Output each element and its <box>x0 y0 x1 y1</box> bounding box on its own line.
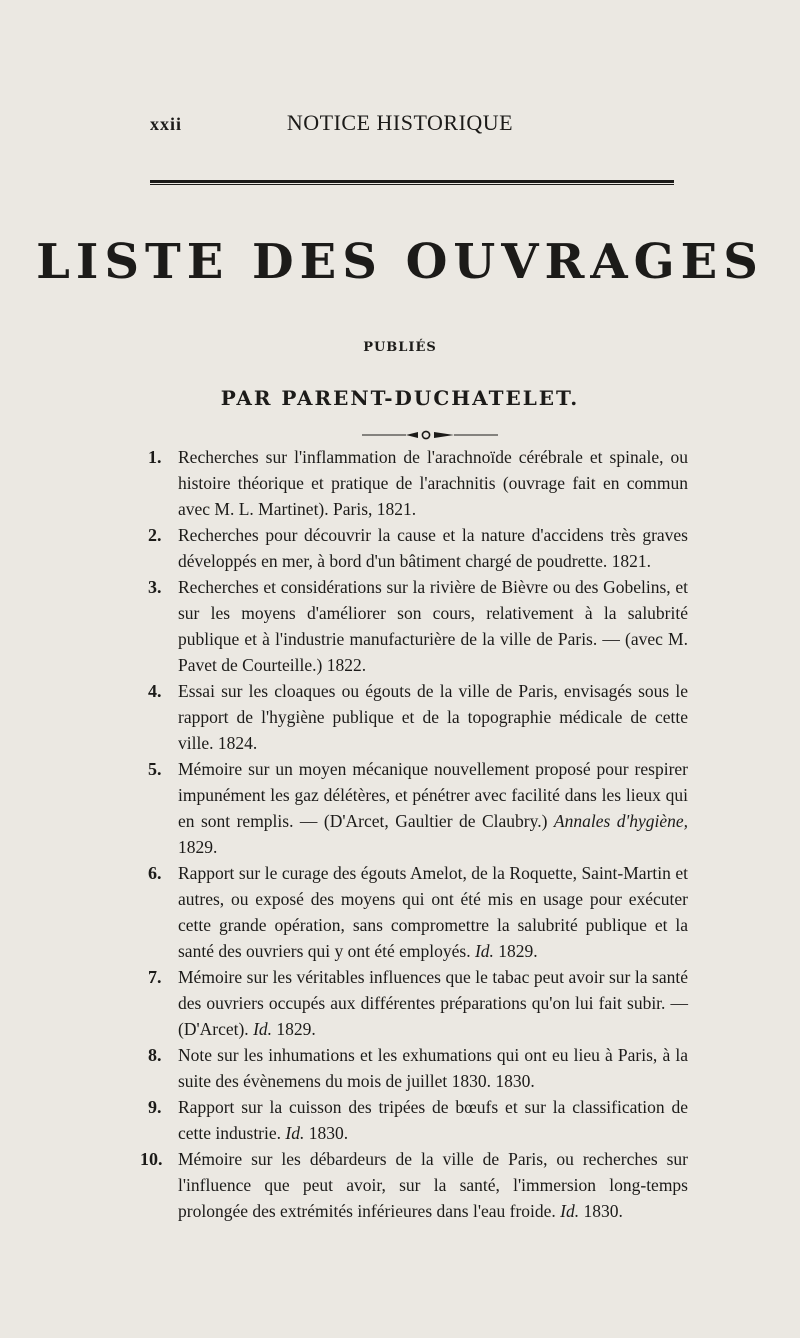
page-subtitle: PUBLIÉS <box>363 340 437 355</box>
author-line: PAR PARENT-DUCHATELET. <box>220 386 580 410</box>
item-year: 1829. <box>498 941 538 961</box>
item-number: 4. <box>148 681 162 701</box>
item-number: 3. <box>148 577 162 597</box>
item-text: Mémoire sur un moyen mécanique nouvellement proposé pour respirer impunément les gaz délétères, et pénétrer avec facilité dans les lieux qui en sont remplis. — (D'Arcet, Gaultier de Claubry.) <box>178 759 688 831</box>
list-item <box>148 522 688 574</box>
ornament-divider-icon <box>360 428 500 442</box>
item-source: Annales d'hygiène, <box>553 811 689 831</box>
list-item <box>148 678 688 756</box>
item-number: 7. <box>148 967 162 987</box>
running-head <box>0 108 800 138</box>
item-text: Recherches sur l'inflammation de l'arachnoïde cérébrale et spinale, ou histoire théorique et pratique de l'arachnitis (ouvrage fait en commun avec M. L. Martinet). Paris, 1821. <box>178 447 688 519</box>
page-number: xxii <box>150 114 183 134</box>
item-year: 1830. <box>308 1123 349 1143</box>
item-number: 1. <box>148 447 162 467</box>
list-item <box>148 1042 688 1094</box>
running-head-title: NOTICE HISTORIQUE <box>286 110 514 135</box>
item-text: Note sur les inhumations et les exhumations qui ont eu lieu à Paris, à la suite des évènemens du mois de juillet 1830. 1830. <box>178 1045 688 1091</box>
page-title: LISTE DES OUVRAGES <box>36 234 764 290</box>
item-source: Id. <box>253 1019 273 1039</box>
item-text: Essai sur les cloaques ou égouts de la ville de Paris, envisagés sous le rapport de l'hygiène publique et de la topographie médicale de cette ville. 1824. <box>178 681 688 753</box>
list-item <box>148 860 688 964</box>
item-year: 1830. <box>583 1201 623 1221</box>
item-number: 10. <box>140 1149 163 1169</box>
item-source: Id. <box>474 941 494 961</box>
item-year: 1829. <box>178 837 218 857</box>
item-number: 9. <box>148 1097 162 1117</box>
item-text: Mémoire sur les véritables influences que le tabac peut avoir sur la santé des ouvriers occupés aux différentes préparations qu'on lui fait subir. — (D'Arcet). <box>178 967 688 1039</box>
item-number: 2. <box>148 525 162 545</box>
item-source: Id. <box>285 1123 305 1143</box>
list-item <box>148 756 688 860</box>
item-text: Mémoire sur les débardeurs de la ville de Paris, ou recherches sur l'influence que peut avoir, sur la santé, l'immersion long-temps prolongée des extrémités inférieures dans l'eau froide. <box>178 1149 688 1221</box>
item-text: Recherches pour découvrir la cause et la nature d'accidens très graves développés en mer, à bord d'un bâtiment chargé de poudrette. 1821. <box>178 525 688 571</box>
item-number: 6. <box>148 863 162 883</box>
item-number: 5. <box>148 759 162 779</box>
works-list <box>140 444 689 1224</box>
list-item <box>148 574 688 678</box>
list-item <box>148 444 688 522</box>
list-item <box>148 1094 688 1146</box>
list-item <box>148 964 688 1042</box>
double-rule-divider <box>150 180 674 185</box>
item-text: Rapport sur la cuisson des tripées de bœufs et sur la classification de cette industrie. <box>178 1097 688 1143</box>
item-source: Id. <box>560 1201 580 1221</box>
item-year: 1829. <box>276 1019 316 1039</box>
item-text: Rapport sur le curage des égouts Amelot, de la Roquette, Saint-Martin et autres, ou exposé des moyens qui ont été mis en usage pour exécuter cette grande opération, sans compromettre la salubrité publique et la santé des ouvriers qui y ont été employés. <box>178 863 688 961</box>
list-item <box>140 1146 688 1224</box>
item-number: 8. <box>148 1045 162 1065</box>
item-text: Recherches et considérations sur la rivière de Bièvre ou des Gobelins, et sur les moyens d'améliorer son cours, relativement à la salubrité publique et à l'industrie manufacturière de la ville de Paris. — (avec M. Pavet de Courteille.) 1822. <box>178 577 688 675</box>
